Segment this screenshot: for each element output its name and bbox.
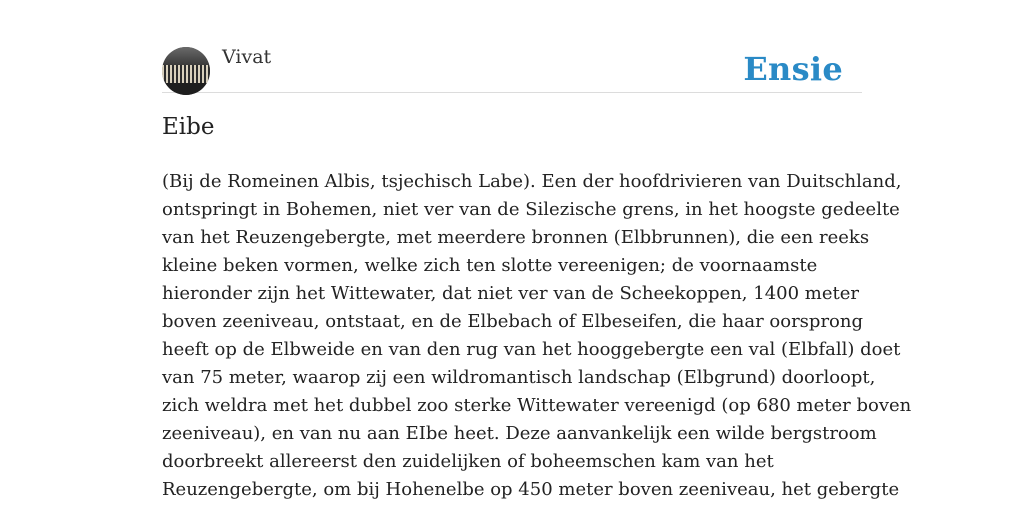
- avatar-shelf-top: [162, 47, 210, 65]
- brand-logo[interactable]: Ensie: [743, 50, 843, 88]
- article-line: van het Reuzengebergte, met meerdere bronnen (Elbbrunnen), die een reeks: [162, 227, 870, 248]
- article-line: kleine beken vormen, welke zich ten slotte vereenigen; de voornaamste: [162, 255, 818, 276]
- article-line: doorbreekt allereerst den zuidelijken of boheemschen kam van het: [162, 451, 774, 472]
- article-line: heeft op de Elbweide en van den rug van het hooggebergte een val (Elbfall) doet: [162, 339, 901, 360]
- header: [162, 0, 862, 93]
- page: [162, 0, 912, 500]
- username-link[interactable]: Vivat: [222, 46, 272, 68]
- article-title: Eibe: [162, 114, 215, 140]
- article-line: hieronder zijn het Wittewater, dat niet ver van de Scheekoppen, 1400 meter: [162, 283, 859, 304]
- article-line: zich weldra met het dubbel zoo sterke Wittewater vereenigd (op 680 meter boven: [162, 395, 912, 416]
- article-line: ontspringt in Bohemen, niet ver van de Silezische grens, in het hoogste gedeelte: [162, 199, 900, 220]
- article-line: (Bij de Romeinen Albis, tsjechisch Labe). Een der hoofdrivieren van Duitschland,: [162, 171, 902, 192]
- article-line: boven zeeniveau, ontstaat, en de Elbebach of Elbeseifen, die haar oorsprong: [162, 311, 863, 332]
- article-line: Reuzengebergte, om bij Hohenelbe op 450 meter boven zeeniveau, het gebergte: [162, 479, 900, 500]
- avatar-shelf-bottom: [162, 83, 210, 95]
- article-line: zeeniveau), en van nu aan EIbe heet. Deze aanvankelijk een wilde bergstroom: [162, 423, 877, 444]
- article-line: van 75 meter, waarop zij een wildromantisch landschap (Elbgrund) doorloopt,: [162, 367, 876, 388]
- article-body: [162, 168, 912, 504]
- avatar[interactable]: [162, 47, 210, 95]
- avatar-books: [162, 65, 210, 83]
